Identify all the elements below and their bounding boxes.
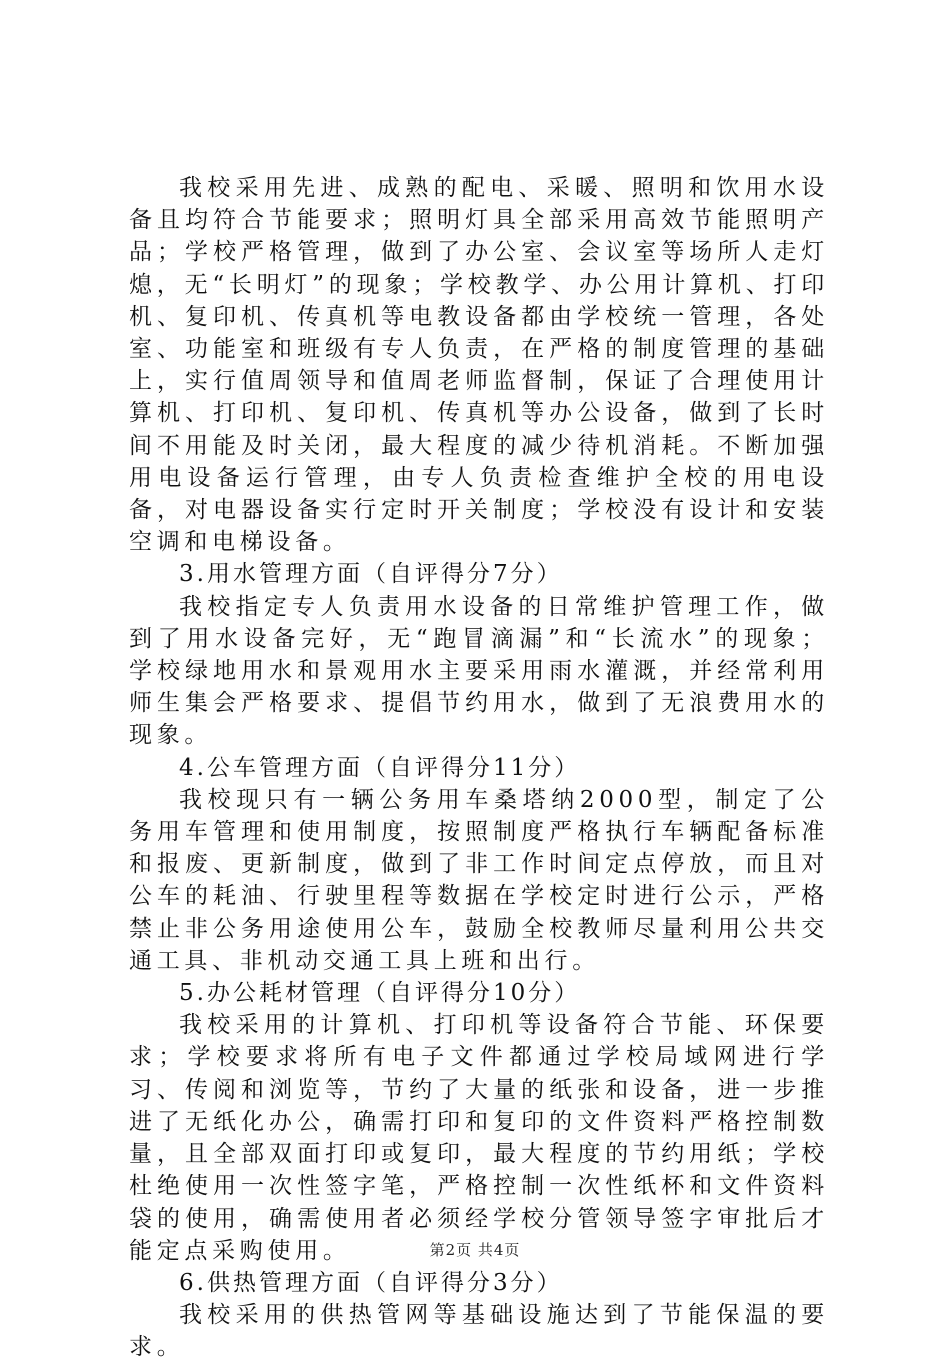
- heading-office-supplies: 5.办公耗材管理（自评得分10分）: [179, 980, 581, 1007]
- paragraph-water-management: 我校指定专人负责用水设备的日常维护管理工作，做到了用水设备完好，无“跑冒滴漏”和“长流水”的现象；学校绿地用水和景观用水主要采用雨水灌溉，并经常利用师生集会严格要求、提倡节约用水，做到了无浪费用水的现象。: [129, 593, 829, 749]
- heading-water-management: 3.用水管理方面（自评得分7分）: [179, 561, 563, 588]
- heading-heating-management: 6.供热管理方面（自评得分3分）: [179, 1269, 563, 1296]
- paragraph-office-supplies: 我校采用的计算机、打印机等设备符合节能、环保要求；学校要求将所有电子文件都通过学校局域网进行学习、传阅和浏览等，节约了大量的纸张和设备，进一步推进了无纸化办公，确需打印和复印的文件资料严格控制数量，且全部双面打印或复印，最大程度的节约用纸；学校杜绝使用一次性签字笔，严格控制一次性纸杯和文件资料袋的使用，确需使用者必须经学校分管领导签字审批后才能定点采购使用。: [129, 1012, 829, 1264]
- page-number-footer: 第2页 共4页: [429, 1241, 521, 1259]
- paragraph-vehicle-management: 我校现只有一辆公务用车桑塔纳2000型，制定了公务用车管理和使用制度，按照制度严格执行车辆配备标准和报废、更新制度，做到了非工作时间定点停放，而且对公车的耗油、行驶里程等数据在学校定时进行公示，严格禁止非公务用途使用公车，鼓励全校教师尽量利用公共交通工具、非机动交通工具上班和出行。: [129, 786, 829, 974]
- paragraph-electricity-measures: 我校采用先进、成熟的配电、采暖、照明和饮用水设备且均符合节能要求；照明灯具全部采用高效节能照明产品；学校严格管理，做到了办公室、会议室等场所人走灯熄，无“长明灯”的现象；学校教学、办公用计算机、打印机、复印机、传真机等电教设备都由学校统一管理，各处室、功能室和班级有专人负责，在严格的制度管理的基础上，实行值周领导和值周老师监督制，保证了合理使用计算机、打印机、复印机、传真机等办公设备，做到了长时间不用能及时关闭，最大程度的减少待机消耗。不断加强用电设备运行管理，由专人负责检查维护全校的用电设备，对电器设备实行定时开关制度；学校没有设计和安装空调和电梯设备。: [129, 175, 829, 556]
- paragraph-heating-management: 我校采用的供热管网等基础设施达到了节能保温的要求。: [129, 1302, 829, 1361]
- heading-vehicle-management: 4.公车管理方面（自评得分11分）: [179, 754, 581, 781]
- document-body: [129, 172, 829, 1364]
